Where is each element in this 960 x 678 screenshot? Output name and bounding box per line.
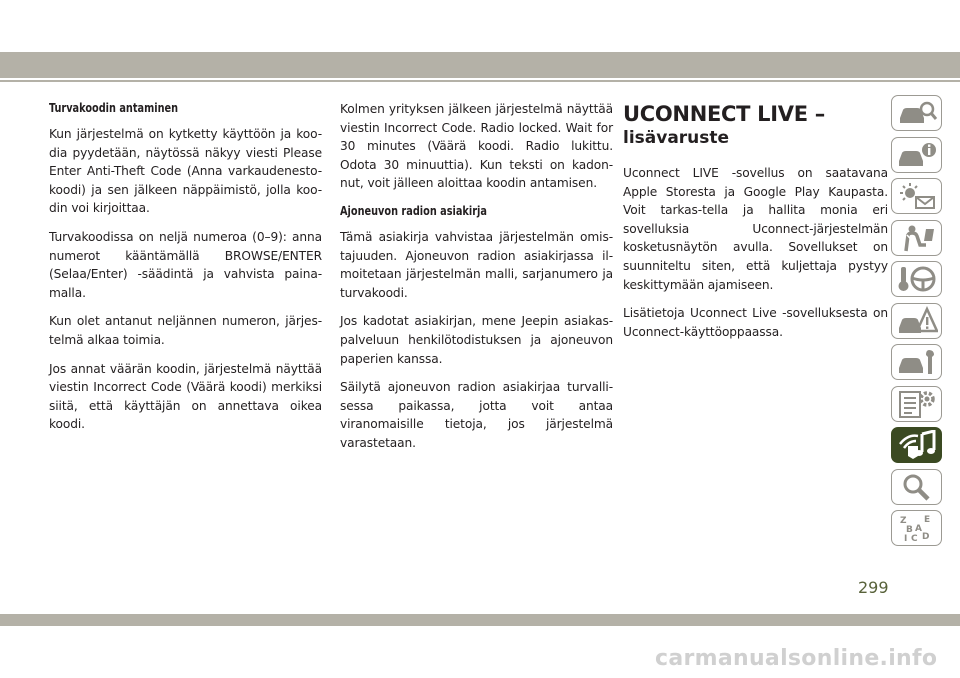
column-2 [340,100,613,463]
chapter-subheading: lisävaruste [623,128,730,148]
top-divider-line [0,80,960,82]
tab-specifications[interactable] [891,386,942,422]
paragraph: Kun olet antanut neljännen numeron, järjes-telmä alkaa toimia. [49,314,322,347]
page-number: 299 [858,578,889,597]
car-search-icon [896,98,938,128]
alphabetical-index-icon [896,513,938,543]
bottom-footer-band [0,614,960,626]
section-heading-security-code: Turvakoodin antaminen [49,100,179,115]
top-header-band [0,52,960,78]
svg-text:B: B [906,525,913,535]
svg-text:E: E [924,515,931,525]
paragraph: Kolmen yrityksen jälkeen järjestelmä näyttää viestin Incorrect Code. Radio locked. Wait for 30 minutes (Väärä koodi. Radio lukittu. Odota 30 minuuttia). Kun teksti on kadon-nut, voit jälleen aloittaa koodin antamisen. [340,102,613,191]
paragraph: Jos kadotat asiakirjan, mene Jeepin asiakas-palveluun henkilötodistuksen ja ajoneuvon paperien kanssa. [340,314,613,366]
tab-multimedia[interactable] [891,427,942,463]
warning-breakdown-icon [896,306,938,336]
watermark: carmanualsonline.info [655,646,938,671]
chapter-tabs [891,95,944,552]
section-heading-radio-document: Ajoneuvon radion asiakirja [340,202,487,218]
car-info-icon [896,140,938,170]
multimedia-music-icon [896,430,938,460]
tab-car-info[interactable] [891,137,942,173]
key-steering-wheel-icon [896,264,938,294]
tab-index[interactable] [891,510,942,546]
search-magnifier-icon [896,472,938,502]
svg-text:C: C [911,534,918,543]
paragraph: Turvakoodissa on neljä numeroa (0–9): anna numerot kääntämällä BROWSE/ENTER (Selaa/Enter) -säädintä ja vahvista paina-malla. [49,229,322,300]
seatbelt-airbag-icon [896,223,938,253]
tab-key-steering[interactable] [891,261,942,297]
column-3 [623,100,888,351]
tab-dashboard-lights[interactable] [891,178,942,214]
dashboard-lights-icon [896,181,938,211]
paragraph: Säilytä ajoneuvon radion asiakirjaa turvalli-sessa paikassa, jotta voit antaa viranomaisille tietoja, jos järjestelmä varastetaan. [340,380,613,450]
svg-text:Z: Z [900,516,907,526]
paragraph: Jos annat väärän koodin, järjestelmä näyttää viestin Incorrect Code (Väärä koodi) merkiksi siitä, että käyttäjän on annettava oikea koodi. [49,361,322,432]
paragraph: Tämä asiakirja vahvistaa järjestelmän omis-tajuuden. Ajoneuvon radion asiakirjassa il-moitetaan järjestelmän malli, sarjanumero ja turvakoodi. [340,229,613,300]
paragraph: Lisätietoja Uconnect Live -sovelluksesta on Uconnect-käyttöoppaassa. [623,306,888,339]
specifications-gear-icon [896,389,938,419]
svg-text:I: I [904,534,908,543]
column-1 [49,100,322,444]
tab-car-search[interactable] [891,95,942,131]
tab-seatbelt-airbag[interactable] [891,220,942,256]
car-service-icon [896,347,938,377]
svg-text:A: A [915,524,922,534]
tab-warning-breakdown[interactable] [891,303,942,339]
paragraph: Kun järjestelmä on kytketty käyttöön ja koo-dia pyydetään, näytössä näkyy viesti Please Enter Anti-Theft Code (Anna varkaudenesto-koodi) ja sen jälkeen näppäimistö, jolla koo-din voi kirjoittaa. [49,127,322,216]
tab-car-service[interactable] [891,344,942,380]
chapter-heading: UCONNECT LIVE – [623,102,825,126]
svg-text:D: D [922,532,930,542]
paragraph: Uconnect LIVE -sovellus on saatavana Apple Storesta ja Google Play Kaupasta. Voit tarkas-tella ja hallita monia eri sovelluksia Uconnect-järjestelmän kosketusnäytön avulla. Sovellukset on suunniteltu siten, että kuljettaja pystyy keskittymään ajamiseen. [623,166,888,292]
tab-search[interactable] [891,469,942,505]
